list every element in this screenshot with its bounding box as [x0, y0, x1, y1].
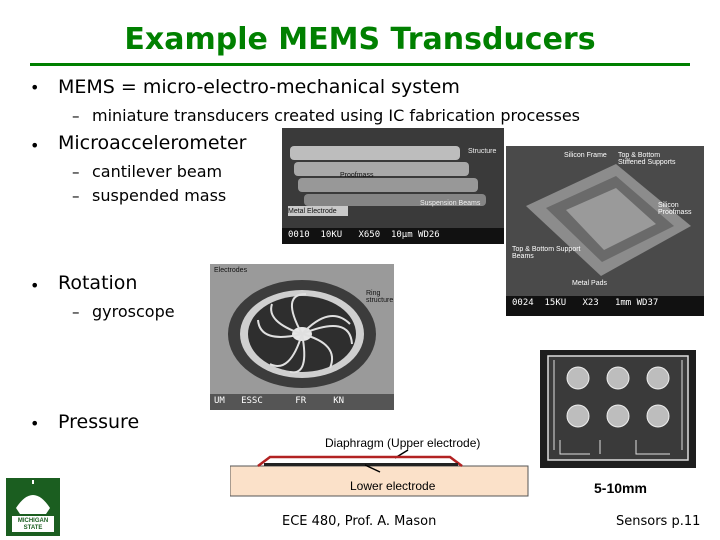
gyro-scalebar: UM ESSC FR KN — [214, 396, 345, 406]
sub-bullet-dash: – — [72, 303, 80, 321]
footer-course: ECE 480, Prof. A. Mason — [282, 514, 437, 529]
bullet-mems: MEMS = micro-electro-mechanical system — [58, 76, 460, 98]
bullet-dot: • — [30, 276, 40, 295]
pressure-sensor-drawing — [540, 350, 696, 468]
lower-electrode — [264, 463, 458, 466]
gyroscope-image — [210, 264, 394, 410]
label-metal-electrode: Metal Electrode — [288, 208, 337, 215]
sub-bullet-cantilever: cantilever beam — [92, 162, 223, 181]
chip-scalebar: 0024 15KU X23 1mm WD37 — [512, 298, 659, 308]
accelerometer-chip-image — [506, 146, 704, 316]
msu-logo — [6, 478, 60, 536]
sub-bullet-gyroscope: gyroscope — [92, 302, 175, 321]
logo-text: MICHIGAN STATE — [17, 518, 49, 531]
title-underline — [30, 63, 690, 66]
accelerometer-sem-drawing — [282, 128, 504, 244]
bullet-dot: • — [30, 414, 40, 433]
label-support-beams: Top & Bottom Support Beams — [512, 246, 581, 260]
accelerometer-chip-drawing — [506, 146, 704, 316]
label-silicon-frame: Silicon Frame — [564, 152, 607, 159]
slide-title: Example MEMS Transducers — [124, 22, 596, 57]
sub-bullet-dash: – — [72, 107, 80, 125]
label-suspension-beams: Suspension Beams — [420, 200, 481, 207]
sub-bullet-ic: miniature transducers created using IC fabrication processes — [92, 106, 580, 125]
label-metal-pads: Metal Pads — [572, 280, 608, 287]
pressure-size-label: 5-10mm — [594, 480, 647, 496]
label-stiffened-supports: Top & Bottom Stiffened Supports — [618, 152, 676, 166]
label-ring-structure: Ring structure — [366, 290, 394, 304]
label-silicon-proofmass: Silicon Proofmass — [658, 202, 692, 216]
lower-electrode-label: Lower electrode — [350, 479, 436, 493]
gyroscope-drawing — [210, 264, 394, 410]
bullet-pressure: Pressure — [58, 411, 140, 433]
bullet-dot: • — [30, 78, 40, 97]
bullet-accel: Microaccelerometer — [58, 132, 247, 154]
sub-bullet-mass: suspended mass — [92, 186, 227, 205]
sub-bullet-dash: – — [72, 187, 80, 205]
bullet-rotation: Rotation — [58, 272, 138, 294]
pressure-sensor-photo — [540, 350, 696, 468]
sub-bullet-dash: – — [72, 163, 80, 181]
label-proofmass: Proofmass — [340, 172, 374, 179]
bullet-dot: • — [30, 136, 40, 155]
label-electrodes: Electrodes — [214, 267, 248, 274]
diaphragm-label: Diaphragm (Upper electrode) — [325, 436, 481, 450]
accelerometer-sem-image — [282, 128, 504, 244]
label-structure: Structure — [468, 148, 497, 155]
sem-scalebar: 0010 10KU X650 10µm WD26 — [288, 230, 440, 240]
footer-page: Sensors p.11 — [616, 514, 701, 529]
